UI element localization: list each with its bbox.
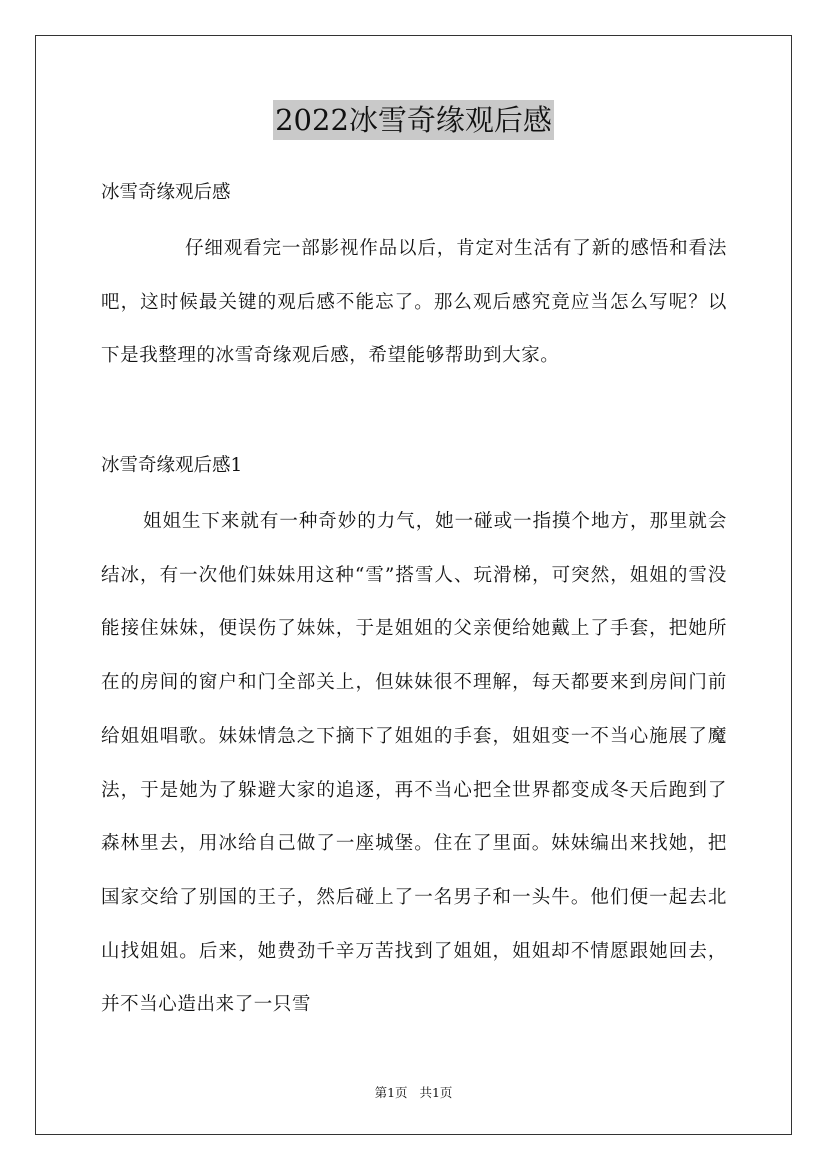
document-subtitle: 冰雪奇缘观后感 [101, 182, 231, 203]
section-heading: 冰雪奇缘观后感1 [101, 455, 243, 476]
title-container [0, 100, 827, 140]
body-paragraph: 姐姐生下来就有一种奇妙的力气，她一碰或一指摸个地方，那里就会结冰，有一次他们妹妹用这种“雪”搭雪人、玩滑梯，可突然，姐姐的雪没能接住妹妹，便误伤了妹妹，于是姐姐的父亲便给她戴上了手套，把她所在的房间的窗户和门全部关上，但妹妹很不理解，每天都要来到房间门前给姐姐唱歌。妹妹情急之下摘下了姐姐的手套，姐姐变一不当心施展了魔法，于是她为了躲避大家的追逐，再不当心把全世界都变成冬天后跑到了森林里去，用冰给自己做了一座城堡。住在了里面。妹妹编出来找她，把国家交给了别国的王子，然后碰上了一名男子和一头牛。他们便一起去北山找姐姐。后来，她费劲千辛万苦找到了姐姐，姐姐却不情愿跟她回去，并不当心造出来了一只雪 [101, 511, 727, 1016]
document-title: 2022冰雪奇缘观后感 [273, 100, 554, 140]
intro-paragraph: 仔细观看完一部影视作品以后，肯定对生活有了新的感悟和看法吧，这时候最关键的观后感不能忘了。那么观后感究竟应当怎么写呢？以下是我整理的冰雪奇缘观后感，希望能够帮助到大家。 [101, 238, 727, 367]
page-footer: 第1页 共1页 [374, 1085, 453, 1100]
